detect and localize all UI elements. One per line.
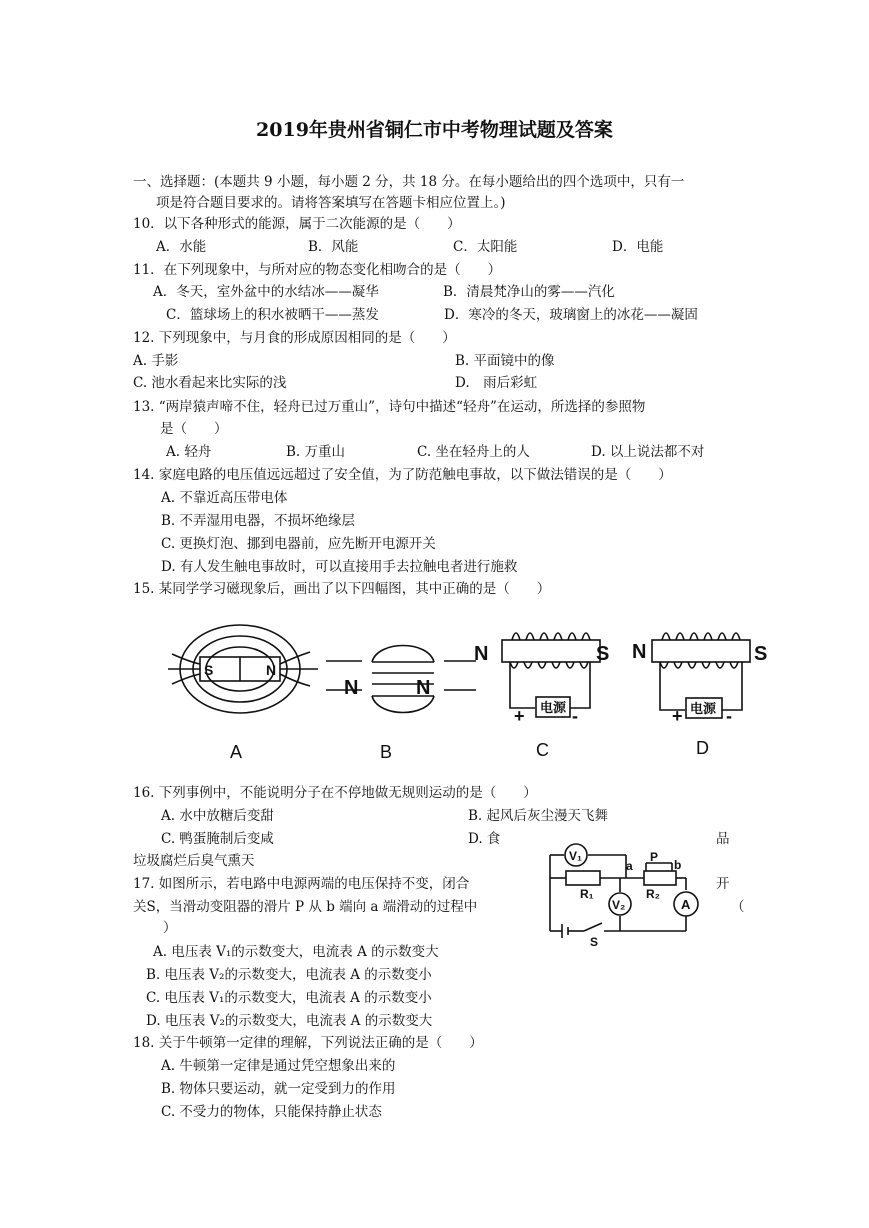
figure-a-s: S [204, 662, 214, 678]
q16-option-d-end: 品 [716, 831, 730, 847]
v1-label: V₁ [569, 849, 582, 863]
q11-option-d: D．寒冷的冬天，玻璃窗上的冰花——凝固 [444, 307, 698, 323]
q17-stem: 17. 如图所示，若电路中电源两端的电压保持不变，闭合 [133, 876, 470, 892]
figure-a-bar-magnet [168, 625, 318, 713]
q12-stem: 12. 下列现象中，与月食的形成原因相同的是（ ） [133, 330, 456, 346]
q12-option-a: A. 手影 [133, 353, 179, 369]
switch-s-label: S [590, 935, 599, 948]
q14-option-b: B. 不弄湿用电器，不损坏绝缘层 [161, 513, 356, 529]
q10-option-a: A．水能 [156, 239, 207, 255]
q10-stem: 10．以下各种形式的能源，属于二次能源的是（ ） [133, 216, 461, 232]
q13-option-b: B. 万重山 [286, 444, 346, 460]
q11-stem: 11．在下列现象中，与所对应的物态变化相吻合的是（ ） [133, 262, 502, 278]
ammeter-label: A [681, 897, 691, 912]
q13-option-c: C. 坐在轻舟上的人 [417, 444, 530, 460]
r2-label: R₂ [646, 887, 660, 901]
q10-option-c: C．太阳能 [453, 239, 518, 255]
q15-figures [150, 612, 790, 772]
section-instructions-cont: 项是符合题目要求的。请将答案填写在答题卡相应位置上。) [156, 195, 506, 211]
v2-label: V₂ [612, 898, 626, 912]
q18-option-c: C. 不受力的物体，只能保持静止状态 [161, 1104, 382, 1120]
figure-c-plus: + [514, 706, 525, 726]
slider-p-label: P [650, 850, 659, 864]
q11-option-a: A．冬天，室外盆中的水结冰——凝华 [153, 284, 379, 300]
q16-option-a: A. 水中放糖后变甜 [161, 808, 274, 824]
figure-d-label: D [696, 738, 709, 758]
q10-option-d: D．电能 [612, 239, 664, 255]
q17-option-b: B. 电压表 V₂的示数变大，电流表 A 的示数变小 [146, 967, 432, 983]
terminal-b-label: b [674, 858, 682, 872]
q14-option-a: A. 不靠近高压带电体 [161, 490, 288, 506]
figure-c-source: 电源 [540, 700, 567, 715]
q12-option-d: D. 雨后彩虹 [455, 375, 538, 391]
q13-option-d: D. 以上说法都不对 [591, 444, 705, 460]
q17-circuit-diagram [540, 838, 710, 948]
q17-stem-cont-end: （ [731, 899, 745, 915]
q17-stem-end: 开 [716, 876, 730, 892]
figure-d-minus: - [726, 706, 732, 726]
figure-d-plus: + [672, 706, 683, 726]
figure-c-minus: - [572, 706, 578, 726]
q14-stem: 14. 家庭电路的电压值远远超过了安全值，为了防范触电事故，以下做法错误的是（ ） [133, 467, 672, 483]
q11-option-b: B．清晨梵净山的雾——汽化 [443, 284, 615, 300]
q17-option-c: C. 电压表 V₁的示数变大，电流表 A 的示数变小 [146, 990, 432, 1006]
figure-c-label: C [536, 740, 549, 760]
q17-stem-close: ） [163, 920, 177, 936]
figure-b-n-left: N [344, 677, 359, 699]
figure-c-n: N [474, 643, 489, 665]
q14-option-c: C. 更换灯泡、挪到电器前，应先断开电源开关 [161, 536, 436, 552]
q16-option-b: B. 起风后灰尘漫天飞舞 [468, 808, 609, 824]
q18-option-a: A. 牛顿第一定律是通过凭空想象出来的 [161, 1058, 396, 1074]
q14-option-d: D. 有人发生触电事故时，可以直接用手去拉触电者进行施救 [161, 559, 518, 575]
q18-option-b: B. 物体只要运动，就一定受到力的作用 [161, 1081, 396, 1097]
q18-stem: 18. 关于牛顿第一定律的理解，下列说法正确的是（ ） [133, 1035, 483, 1051]
q12-option-b: B. 平面镜中的像 [455, 353, 555, 369]
q13-stem-cont: 是（ ） [160, 421, 228, 437]
figure-b-n-right: N [416, 677, 431, 699]
figure-a-n: N [266, 662, 277, 678]
q10-option-b: B．风能 [308, 239, 359, 255]
q16-option-d: D. 食 [468, 831, 501, 847]
figure-c-s: S [596, 643, 610, 665]
q16-stem: 16. 下列事例中，不能说明分子在不停地做无规则运动的是（ ） [133, 785, 537, 801]
page-title: 2019年贵州省铜仁市中考物理试题及答案 [256, 119, 613, 141]
q12-option-c: C. 池水看起来比实际的浅 [133, 375, 287, 391]
terminal-a-label: a [626, 859, 633, 873]
q11-option-c: C．篮球场上的积水被晒干——蒸发 [166, 307, 379, 323]
q17-option-a: A. 电压表 V₁的示数变大，电流表 A 的示数变大 [153, 944, 439, 960]
q13-stem: 13. “两岸猿声啼不住，轻舟已过万重山”，诗句中描述“轻舟”在运动，所选择的参照物 [133, 399, 646, 415]
q17-stem-cont: 关S，当滑动变阻器的滑片 P 从 b 端向 a 端滑动的过程中 [133, 899, 478, 915]
r1-label: R₁ [580, 887, 594, 901]
figure-a-label: A [230, 742, 243, 762]
figure-d-source: 电源 [690, 701, 717, 716]
figure-d-n: N [632, 641, 647, 663]
q16-option-c: C. 鸭蛋腌制后变咸 [161, 831, 274, 847]
figure-b-label: B [380, 742, 393, 762]
q17-option-d: D. 电压表 V₂的示数变大，电流表 A 的示数变大 [146, 1013, 433, 1029]
q13-option-a: A. 轻舟 [166, 444, 212, 460]
section-instructions: 一、选择题：(本题共 9 小题，每小题 2 分，共 18 分。在每小题给出的四个选项中，只有一 [133, 174, 685, 190]
figure-d-s: S [754, 643, 768, 665]
q15-stem: 15. 某同学学习磁现象后，画出了以下四幅图，其中正确的是（ ） [133, 581, 551, 597]
q16-option-d-cont: 垃圾腐烂后臭气熏天 [133, 853, 255, 869]
